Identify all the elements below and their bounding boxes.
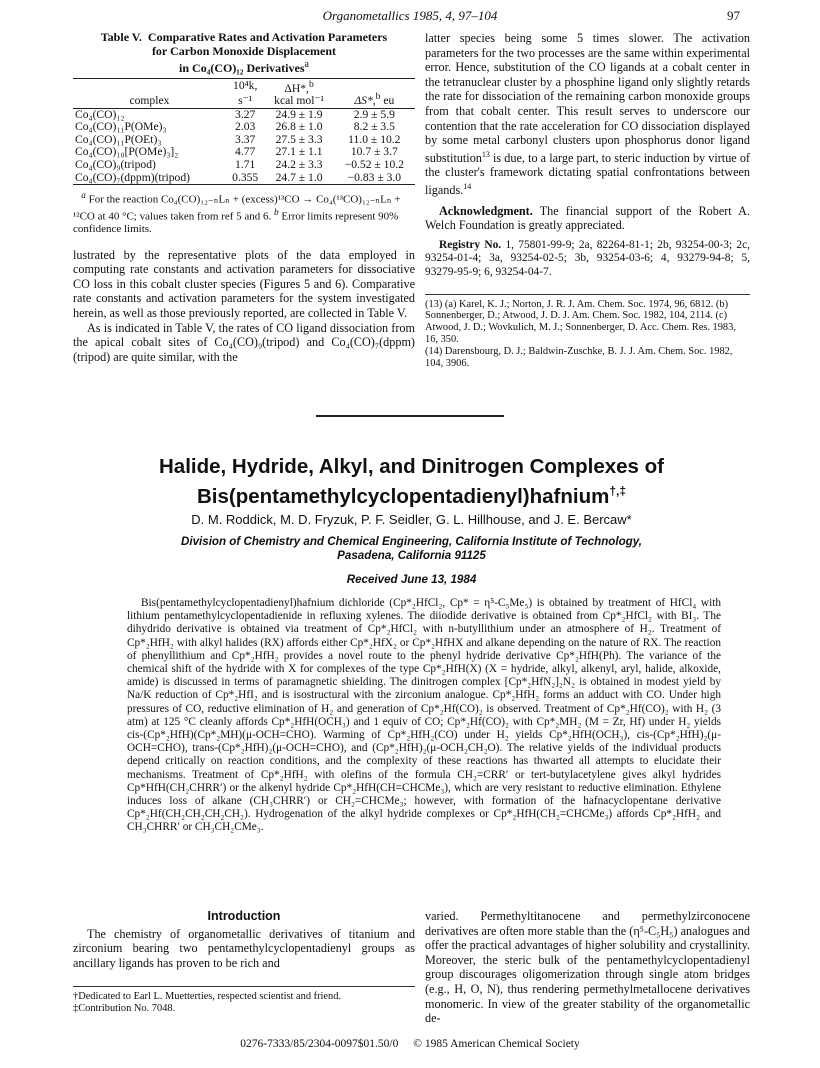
table-cell-k: 3.37 [235,132,256,146]
table-cell-complex: Co₄(CO)₉(tripod) [75,157,156,171]
intro-right-paragraph: varied. Permethyltitanocene and permethylzirconocene derivatives are often more stable than the (η⁵-C₅H₅) analogues and offer the practical advantages of higher solubility and crystallinity. Moreover, the steric bulk of the pentamethylcyclopentadienyl group discourages oligomerization through single atom bridges (e.g., H, O, N), thus rendering permethylmetallocene derivatives monomeric. In view of the greater stability of the organometallic de- [425,909,750,1026]
table-cell-h: 26.8 ± 1.0 [275,120,323,134]
table-body [73,108,415,185]
table-row [73,121,415,134]
table-cell-h: 27.1 ± 1.1 [275,145,323,159]
page-number: 97 [727,8,740,23]
table-row [73,159,415,172]
table-caption-line2: for Carbon Monoxide Displacement [151,43,337,58]
authors: D. M. Roddick, M. D. Fryzuk, P. F. Seidler, G. L. Hillhouse, and J. E. Bercaw* [191,512,632,527]
footer-code: 0276-7333/85/2304-0097$01.50/0 [240,1038,399,1050]
table-cell-complex: Co₄(CO)₁₁P(OEt)₃ [75,132,162,146]
col-header-s: ΔS*,$^b$ eu [354,91,395,107]
registry-numbers: Registry No. 1, 75801-99-9; 2a, 82264-81-1; 2b, 93254-00-3; 2c, 93254-01-4; 3a, 93254-02-5; 3b, 93254-03-6; 4, 93279-94-8; 5, 93279-95-9; 6, 93254-04-7. [425,238,750,279]
col-header-h: ΔH*,$^b$ [284,78,314,95]
table-cell-complex: Co₄(CO)₁₀[P(OMe)₃]₂ [75,145,179,159]
col-header-complex: complex [129,93,170,107]
table-cell-s: 10.7 ± 3.7 [350,145,398,159]
table-cell-s: 8.2 ± 3.5 [353,120,395,134]
left-column-top [73,31,415,364]
received-date: Received June 13, 1984 [346,573,477,586]
table-cell-s: −0.52 ± 10.2 [344,157,404,171]
table-cell-h: 27.5 ± 3.3 [275,132,323,146]
table-cell-k: 3.27 [235,107,256,121]
left-paragraph-1: lustrated by the representative plots of the data employed in computing rate constants and activation parameters for dissociative CO loss in this cobalt cluster species (Figures 5 and 6). Comparative rate constants and activation parameters for the system investigated herein, as well as those previously reported, are collected in Table V. [73,247,415,321]
table-cell-k: 4.77 [235,145,256,159]
table-cell-complex: Co₄(CO)₁₂ [75,107,125,121]
right-column-top [425,31,750,369]
acknowledgment: Acknowledgment. The financial support of the Robert A. Welch Foundation is greatly appreciated. [425,203,750,233]
table-cell-h: 24.7 ± 1.0 [275,170,323,184]
col-header-k: 10⁴k, [233,79,258,93]
footnote-dagger: †Dedicated to Earl L. Muetterties, respected scientist and friend. [73,991,342,1003]
page-footer [0,1038,820,1050]
table-row [73,172,415,185]
table-footnote: $^a$ For the reaction Co₄(CO)₁₂₋ₙLₙ + (excess)¹³CO → Co₄(¹³CO)₁₂₋ₙLₙ + ¹²CO at 40 °C; values taken from ref 5 and 6. $^b$ Error limits represent 90% confidence limits. [73,190,401,236]
table-cell-complex: Co₄(CO)₁₁P(OMe)₃ [75,120,167,134]
running-header: Organometallics 1985, 4, 97–104 [322,8,498,23]
left-column-bottom [73,909,415,1015]
affiliation: Division of Chemistry and Chemical Engineering, California Institute of Technology, Pasadena, California 91125 [180,535,642,562]
table-cell-s: 11.0 ± 10.2 [348,132,401,146]
table-caption-line3: in Co₄(CO)₁₂ Derivatives [179,61,305,75]
right-column-bottom [425,909,750,1026]
footer-copyright: © 1985 American Chemical Society [413,1038,580,1050]
footnote-ddagger: ‡Contribution No. 7048. [73,1003,176,1015]
footnote-rule [73,986,415,987]
table-cell-k: 1.71 [235,157,256,171]
table-cell-k: 2.03 [235,120,256,134]
abstract: Bis(pentamethylcyclopentadienyl)hafnium dichloride (Cp*₂HfCl₂, Cp* = η⁵-C₅Me₅) is obtained by treatment of HfCl₄ with lithium pentamethylcyclopentadienide in refluxing xylenes. The diiodide derivative is obtained from Cp*₂HfCl₂ with BI₃. The dihydrido derivative is obtained via treatment of Cp*₂HfCl₂ with n-butyllithium under an atmosphere of H₂. Treatment of Cp*₂HfH₂ with alkyl halides (RX) affords either Cp*₂HfX₂ or Cp*₂HfHX and alkane depending on the nature of RX. The reaction of phenyllithium and Cp*₂HfH₂ provides a novel route to the phenyl hydride derivative Cp*₂HfH(Ph). The variance of the chemical shift of the hydride with X for complexes of the type Cp*₂HfH(X) (X = hydride, alkyl, alkenyl, aryl, halide, alkoxide, amide) is discussed in terms of paramagnetic shielding. The dinitrogen complex [Cp*₂HfN₂]₂N₂ is obtained in modest yield by Na/K reduction of Cp*₂HfI₂ and is isostructural with the zirconium analogue. Cp*₂HfH₂ forms an adduct with CO. Under high pressures of CO, reductive elimination of H₂ and generation of Cp*₂Hf(CO)₂ is observed. Treatment of Cp*₂Hf(CO)₂ with H₂ (3 atm) at 125 °C cleanly affords Cp*₂HfH(OCH₃) and 1 equiv of CO; Cp*₂Hf(CO)₂ with Cp*₂MH₂ (M = Zr, Hf) under H₂ yields cis-(Cp*₂HfH)(Cp*₂MH)(μ-OCH=CHO). Warming of Cp*₂HfH₂(CO) under H₂ yields Cp*₂HfH(OCH₃), cis-(Cp*₂HfH)₂(μ-OCH=CHO), trans-(Cp*₂HfH)₂(μ-OCH=CHO), and (Cp*₂HfH)₂(μ-OCH₂CH₂O). The relative yields of the individual products depend critically on reaction conditions, and the complexity of these reactions has thwarted all attempts to elucidate their mechanisms. Treatment of Cp*₂HfH₂ with olefins of the formula CH₂=CRR′ or tert-butylacetylene gives alkyl hydrides Cp*HfH(CH₂CHRR′) or the alkenyl hydride Cp*₂HfH(CH=CHCMe₃), which are very resistant to reductive elimination. Ethylene induces loss of alkane (CH₃CHRR′) or CH₂=CHCMe₃; however, with formation of the hafnacyclopentane derivative Cp*₂Hf(CH₂CH₂CH₂CH₂). Hydrogenation of the alkyl hydride complexes or Cp*₂HfH(CH₂=CHCMe₃) affords Cp*₂HfH₂ and CH₃CHRR′ or CH₃CH₂CMe₃. [127,597,721,834]
table-cell-s: 2.9 ± 5.9 [353,107,395,121]
rates-table [73,78,415,186]
table-cell-k: 0.355 [232,170,259,184]
intro-left-paragraph: The chemistry of organometallic derivatives of titanium and zirconium bearing two pentamethylcyclopentadienyl groups as ancillary ligands has proven to be rich and [73,926,415,970]
reference-13: (13) (a) Karel, K. J.; Norton, J. R. J. Am. Chem. Soc. 1974, 96, 6812. (b) Sonnenberger, D.; Atwood, J. D. J. Am. Chem. Soc. 1982, 104, 2114. (c) Atwood, J. D.; Wovkulich, M. J.; Sonnenberger, D. Acc. Chem. Res. 1983, 16, 350. [425,298,736,346]
right-paragraph-1: latter species being some 5 times slower. The activation parameters for the two processes are the same within experimental error. Hence, substitution of the CO ligands at a cobalt center in the tetranuclear cluster by a phosphine ligand only slightly retards the rate for dissociation of the remaining carbon monoxide groups from that cobalt center. This result serves to underscore our contention that the rate acceleration for CO dissociation displayed by some metal carbonyl clusters upon phosphorus donor ligand substitution$^{13}$ is due, to a large part, to steric induction by virtue of the cluster's framework dictating spatial confrontations between ligands.$^{14}$ [425,31,750,198]
reference-14: (14) Darensbourg, D. J.; Baldwin-Zuschke, B. J. J. Am. Chem. Soc. 1982, 104, 3906. [425,345,733,369]
article-title: Halide, Hydride, Alkyl, and Dinitrogen Complexes of Bis(pentamethylcyclopentadienyl)hafnium†,‡ [158,455,664,508]
col-header-h-unit: kcal mol⁻¹ [274,93,325,107]
table-cell-h: 24.2 ± 3.3 [275,157,323,171]
col-header-k-unit: s⁻¹ [238,93,253,107]
left-paragraph-2: As is indicated in Table V, the rates of CO ligand dissociation from the apical cobalt sites of Co₄(CO)₉(tripod) and Co₄(CO)₇(dppm)(tripod) are quite similar, with the [73,320,415,364]
table-caption-sup: a [304,59,309,70]
table-cell-s: −0.83 ± 3.0 [347,170,402,184]
table-cell-complex: Co₄(CO)₇(dppm)(tripod) [75,170,190,184]
table-label: Table V. [100,30,142,44]
table-cell-h: 24.9 ± 1.9 [275,107,323,121]
table-caption-line1: Comparative Rates and Activation Parameters [147,30,388,44]
intro-heading: Introduction [207,909,281,923]
section-divider [316,415,504,417]
table-caption [73,31,415,76]
